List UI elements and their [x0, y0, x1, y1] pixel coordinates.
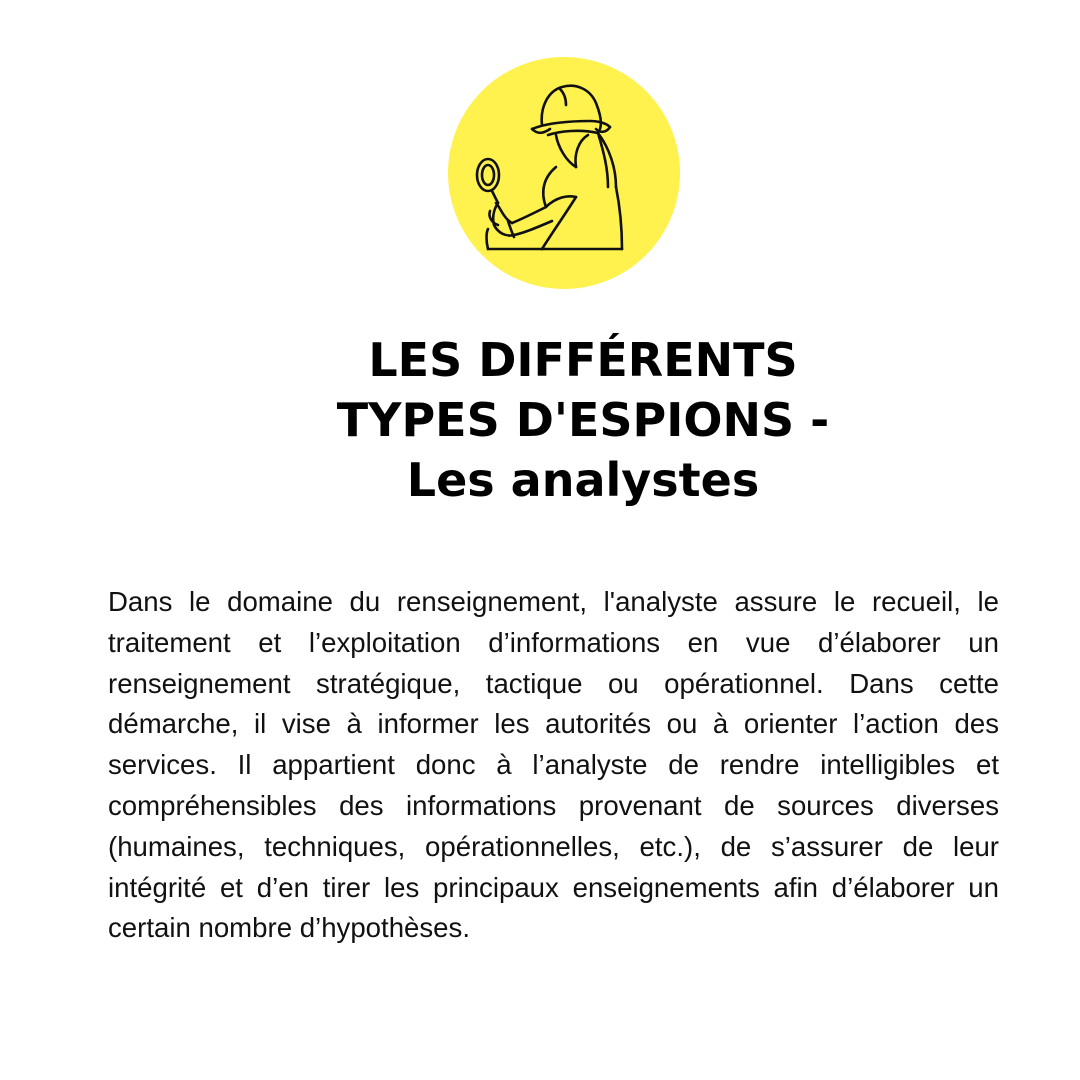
- body-paragraph: Dans le domaine du renseignement, l'analyste assure le recueil, le traitement et l’exploitation d’informations en vue d’élaborer un renseignement stratégique, tactique ou opérationnel. Dans cette démarche, il vise à informer les autorités ou à orienter l’action des services. Il appartient donc à l’analyste de rendre intelligibles et compréhensibles des informations provenant de sources diverses (humaines, techniques, opérationnelles, etc.), de s’assurer de leur intégrité et d’en tirer les principaux enseignements afin d’élaborer un certain nombre d’hypothèses.: [108, 586, 999, 944]
- spy-with-magnifying-glass-icon: [448, 57, 680, 289]
- page-title: [260, 330, 906, 510]
- title-line-1: LES DIFFÉRENTS: [368, 333, 798, 387]
- illustration-circle: [448, 57, 680, 289]
- title-line-2: TYPES D'ESPIONS -: [336, 393, 830, 447]
- title-line-3: Les analystes: [406, 453, 760, 507]
